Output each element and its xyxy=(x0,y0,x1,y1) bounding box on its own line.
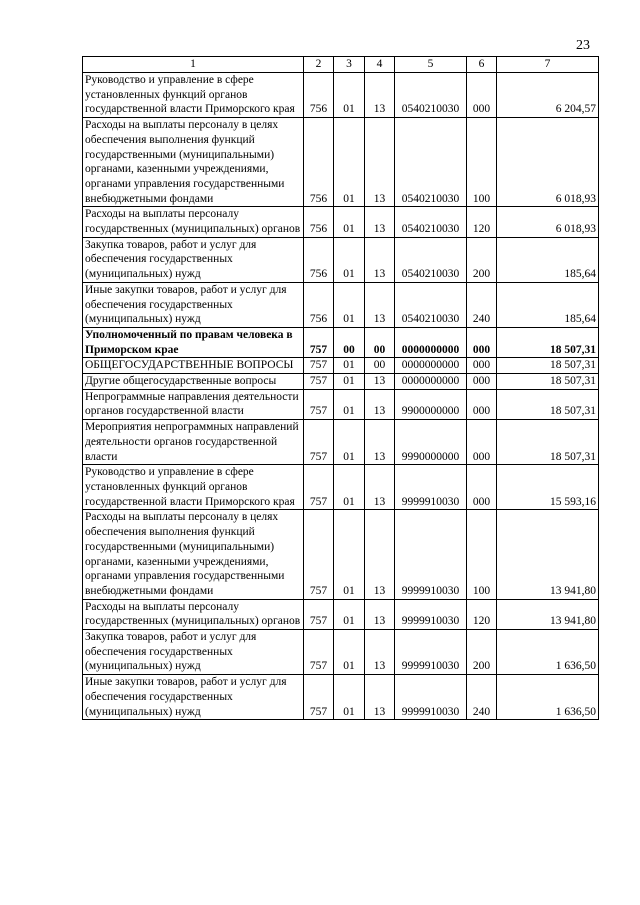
row-gr-cell: 756 xyxy=(304,118,334,207)
row-gr-cell: 757 xyxy=(304,389,334,419)
row-sum-cell: 18 507,31 xyxy=(497,389,599,419)
row-name-cell: ОБЩЕГОСУДАРСТВЕННЫЕ ВОПРОСЫ xyxy=(83,358,304,374)
row-gr-cell: 757 xyxy=(304,599,334,629)
column-header: 4 xyxy=(365,57,395,73)
column-header: 2 xyxy=(304,57,334,73)
row-gr-cell: 757 xyxy=(304,675,334,720)
row-pr-cell: 13 xyxy=(365,630,395,675)
page-number: 23 xyxy=(576,38,590,53)
row-rz-cell: 01 xyxy=(334,420,365,465)
row-sum-cell: 1 636,50 xyxy=(497,630,599,675)
row-csr-cell: 9999910030 xyxy=(395,465,467,510)
row-name-cell: Расходы на выплаты персоналу в целях обеспечения выполнения функций государственными (муниципальными) органами, казенными учреждениями, органами управления государственными внебюджетными фондами xyxy=(83,510,304,599)
row-gr-cell: 757 xyxy=(304,465,334,510)
row-rz-cell: 01 xyxy=(334,465,365,510)
row-pr-cell: 13 xyxy=(365,465,395,510)
row-gr-cell: 757 xyxy=(304,327,334,357)
row-pr-cell: 13 xyxy=(365,599,395,629)
row-gr-cell: 756 xyxy=(304,282,334,327)
row-csr-cell: 0000000000 xyxy=(395,327,467,357)
row-vr-cell: 200 xyxy=(467,237,497,282)
row-name-cell: Другие общегосударственные вопросы xyxy=(83,374,304,390)
row-sum-cell: 18 507,31 xyxy=(497,327,599,357)
row-sum-cell: 18 507,31 xyxy=(497,420,599,465)
row-pr-cell: 13 xyxy=(365,374,395,390)
table-row xyxy=(83,327,599,357)
table-row xyxy=(83,675,599,720)
table-row xyxy=(83,374,599,390)
row-vr-cell: 120 xyxy=(467,599,497,629)
row-rz-cell: 01 xyxy=(334,237,365,282)
row-vr-cell: 000 xyxy=(467,420,497,465)
row-vr-cell: 240 xyxy=(467,675,497,720)
table-row xyxy=(83,73,599,118)
row-rz-cell: 00 xyxy=(334,327,365,357)
row-csr-cell: 9999910030 xyxy=(395,599,467,629)
row-sum-cell: 13 941,80 xyxy=(497,510,599,599)
table-row xyxy=(83,358,599,374)
row-vr-cell: 100 xyxy=(467,510,497,599)
row-csr-cell: 0540210030 xyxy=(395,73,467,118)
table-row xyxy=(83,207,599,237)
table-row xyxy=(83,282,599,327)
row-sum-cell: 18 507,31 xyxy=(497,358,599,374)
row-sum-cell: 185,64 xyxy=(497,282,599,327)
row-csr-cell: 9999910030 xyxy=(395,510,467,599)
row-name-cell: Руководство и управление в сфере установленных функций органов государственной власти Приморского края xyxy=(83,73,304,118)
row-pr-cell: 00 xyxy=(365,358,395,374)
row-name-cell: Руководство и управление в сфере установленных функций органов государственной власти Приморского края xyxy=(83,465,304,510)
row-rz-cell: 01 xyxy=(334,510,365,599)
row-csr-cell: 9999910030 xyxy=(395,630,467,675)
row-sum-cell: 6 018,93 xyxy=(497,118,599,207)
row-gr-cell: 757 xyxy=(304,374,334,390)
row-csr-cell: 0000000000 xyxy=(395,374,467,390)
row-pr-cell: 13 xyxy=(365,73,395,118)
row-pr-cell: 00 xyxy=(365,327,395,357)
row-name-cell: Закупка товаров, работ и услуг для обеспечения государственных (муниципальных) нужд xyxy=(83,630,304,675)
row-gr-cell: 757 xyxy=(304,358,334,374)
row-sum-cell: 6 018,93 xyxy=(497,207,599,237)
row-name-cell: Мероприятия непрограммных направлений деятельности органов государственной власти xyxy=(83,420,304,465)
row-pr-cell: 13 xyxy=(365,207,395,237)
row-sum-cell: 18 507,31 xyxy=(497,374,599,390)
row-pr-cell: 13 xyxy=(365,510,395,599)
row-gr-cell: 756 xyxy=(304,207,334,237)
row-pr-cell: 13 xyxy=(365,389,395,419)
table-row xyxy=(83,389,599,419)
row-pr-cell: 13 xyxy=(365,237,395,282)
row-gr-cell: 756 xyxy=(304,73,334,118)
row-gr-cell: 757 xyxy=(304,630,334,675)
row-rz-cell: 01 xyxy=(334,630,365,675)
row-name-cell: Расходы на выплаты персоналу государственных (муниципальных) органов xyxy=(83,207,304,237)
row-rz-cell: 01 xyxy=(334,389,365,419)
row-sum-cell: 13 941,80 xyxy=(497,599,599,629)
row-vr-cell: 100 xyxy=(467,118,497,207)
table-row xyxy=(83,420,599,465)
row-rz-cell: 01 xyxy=(334,73,365,118)
row-name-cell: Иные закупки товаров, работ и услуг для обеспечения государственных (муниципальных) нужд xyxy=(83,282,304,327)
row-sum-cell: 185,64 xyxy=(497,237,599,282)
row-vr-cell: 240 xyxy=(467,282,497,327)
column-header: 3 xyxy=(334,57,365,73)
row-name-cell: Расходы на выплаты персоналу в целях обеспечения выполнения функций государственными (муниципальными) органами, казенными учреждениями, органами управления государственными внебюджетными фондами xyxy=(83,118,304,207)
row-gr-cell: 757 xyxy=(304,510,334,599)
row-csr-cell: 0000000000 xyxy=(395,358,467,374)
row-csr-cell: 9990000000 xyxy=(395,420,467,465)
row-rz-cell: 01 xyxy=(334,599,365,629)
row-csr-cell: 9900000000 xyxy=(395,389,467,419)
row-sum-cell: 15 593,16 xyxy=(497,465,599,510)
table-row xyxy=(83,630,599,675)
row-csr-cell: 9999910030 xyxy=(395,675,467,720)
row-vr-cell: 000 xyxy=(467,389,497,419)
row-vr-cell: 000 xyxy=(467,374,497,390)
budget-table xyxy=(82,56,599,720)
row-sum-cell: 1 636,50 xyxy=(497,675,599,720)
row-pr-cell: 13 xyxy=(365,118,395,207)
column-header: 6 xyxy=(467,57,497,73)
row-vr-cell: 000 xyxy=(467,327,497,357)
table-row xyxy=(83,465,599,510)
row-rz-cell: 01 xyxy=(334,675,365,720)
row-pr-cell: 13 xyxy=(365,420,395,465)
column-header: 5 xyxy=(395,57,467,73)
row-name-cell: Непрограммные направления деятельности органов государственной власти xyxy=(83,389,304,419)
row-csr-cell: 0540210030 xyxy=(395,207,467,237)
row-rz-cell: 01 xyxy=(334,374,365,390)
row-sum-cell: 6 204,57 xyxy=(497,73,599,118)
row-vr-cell: 120 xyxy=(467,207,497,237)
row-vr-cell: 000 xyxy=(467,73,497,118)
row-rz-cell: 01 xyxy=(334,118,365,207)
row-name-cell: Расходы на выплаты персоналу государственных (муниципальных) органов xyxy=(83,599,304,629)
table-row xyxy=(83,599,599,629)
row-gr-cell: 756 xyxy=(304,237,334,282)
row-name-cell: Уполномоченный по правам человека в Приморском крае xyxy=(83,327,304,357)
row-rz-cell: 01 xyxy=(334,207,365,237)
column-header: 7 xyxy=(497,57,599,73)
row-pr-cell: 13 xyxy=(365,282,395,327)
row-rz-cell: 01 xyxy=(334,282,365,327)
row-rz-cell: 01 xyxy=(334,358,365,374)
header-row xyxy=(83,57,599,73)
column-header: 1 xyxy=(83,57,304,73)
row-name-cell: Закупка товаров, работ и услуг для обеспечения государственных (муниципальных) нужд xyxy=(83,237,304,282)
row-vr-cell: 000 xyxy=(467,358,497,374)
row-name-cell: Иные закупки товаров, работ и услуг для обеспечения государственных (муниципальных) нужд xyxy=(83,675,304,720)
row-pr-cell: 13 xyxy=(365,675,395,720)
table-row xyxy=(83,118,599,207)
row-vr-cell: 200 xyxy=(467,630,497,675)
row-vr-cell: 000 xyxy=(467,465,497,510)
row-csr-cell: 0540210030 xyxy=(395,282,467,327)
row-gr-cell: 757 xyxy=(304,420,334,465)
row-csr-cell: 0540210030 xyxy=(395,118,467,207)
table-row xyxy=(83,237,599,282)
table-row xyxy=(83,510,599,599)
row-csr-cell: 0540210030 xyxy=(395,237,467,282)
